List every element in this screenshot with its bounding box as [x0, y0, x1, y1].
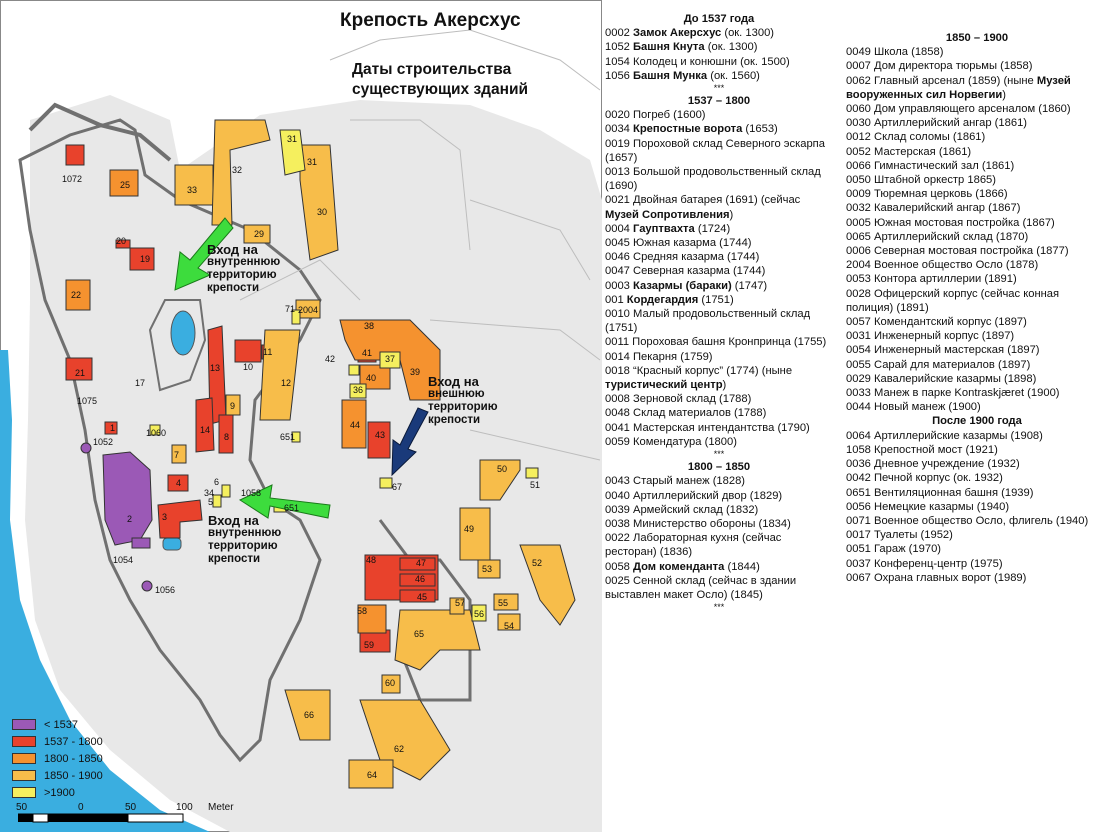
section-heading: 1850 – 1900 [945, 32, 1009, 44]
building-number-label: 34 [204, 488, 215, 498]
building-number-label: 40 [366, 373, 377, 383]
building-number-label: 1054 [113, 555, 134, 565]
section-heading: 1537 – 1800 [687, 95, 751, 108]
legend-swatch [12, 787, 36, 798]
building-entry: 0025 Сенной склад (сейчас в здании выставлен макет Осло) (1845) [605, 574, 797, 601]
building-entry: 0041 Мастерская интендантства (1790) [605, 421, 810, 434]
building-number-label: 25 [120, 180, 131, 190]
legend-item [12, 716, 103, 733]
building-1056 [142, 581, 152, 591]
building-entry: 0054 Инженерный мастерская (1897) [846, 344, 1040, 357]
building-entry: 0034 Крепостные ворота (1653) [605, 123, 778, 136]
legend-label: 1850 - 1900 [44, 769, 103, 782]
building-number-label: 49 [464, 524, 475, 534]
building-number-label: 1075 [77, 396, 98, 406]
building-number-label: 31 [307, 157, 318, 167]
legend-item [12, 784, 103, 801]
building-number-label: 33 [187, 185, 198, 195]
building-entry: 1054 Колодец и конюшни (ок. 1500) [605, 55, 790, 68]
building-number-label: 2 [127, 514, 133, 524]
building-49 [460, 508, 490, 560]
pond-small [163, 538, 181, 550]
legend-item [12, 733, 103, 750]
building-number-label: 51 [530, 480, 541, 490]
building-number-label: 62 [394, 744, 405, 754]
building-number-label: 31 [287, 134, 298, 144]
building-43 [368, 422, 390, 458]
building-entry: 0052 Мастерская (1861) [846, 145, 972, 158]
building-number-label: 651 [284, 503, 300, 513]
building-number-label: 19 [140, 254, 151, 264]
building-number-label: 20 [116, 236, 127, 246]
building-number-label: 36 [353, 385, 364, 395]
building-entry: 0006 Северная мостовая постройка (1877) [846, 245, 1069, 258]
building-number-label: 1 [110, 423, 116, 433]
entrance-line: Вход на [208, 513, 259, 528]
legend-label: < 1537 [44, 718, 78, 731]
building-entry: 0058 Дом коменданта (1844) [605, 560, 760, 573]
section-heading: До 1537 года [683, 13, 755, 25]
building-1052 [81, 443, 91, 453]
building-entry: 0051 Гараж (1970) [846, 543, 942, 556]
entrance-line: территорию [428, 401, 498, 413]
building-entry: 0029 Кавалерийские казармы (1898) [846, 372, 1037, 385]
building-number-label: 3 [162, 512, 168, 522]
building-entry: 1058 Крепостной мост (1921) [846, 443, 998, 456]
building-number-label: 65 [414, 629, 425, 639]
entrance-line: внутреннюю [207, 256, 281, 268]
building-2 [103, 452, 152, 545]
building-number-label: 67 [392, 482, 403, 492]
building-number-label: 60 [385, 678, 396, 688]
building-number-label: 43 [375, 430, 386, 440]
scale-label: 0 [78, 802, 84, 813]
building-entry: 0028 Офицерский корпус (сейчас конная полиция) (1891) [846, 287, 1060, 314]
map-subtitle-line2: существующих зданий [352, 81, 529, 98]
building-number-label: 53 [482, 564, 493, 574]
building-entry: 0014 Пекарня (1759) [605, 350, 713, 363]
building-entry: 1052 Башня Кнута (ок. 1300) [605, 41, 758, 54]
building-number-label: 651 [280, 432, 296, 442]
scale-seg [33, 814, 48, 822]
scale-seg [128, 814, 183, 822]
building-entry: 0037 Конференц-центр (1975) [846, 557, 1003, 570]
building-entry: 0049 Школа (1858) [846, 46, 944, 59]
building-entry: 0050 Штабной оркестр 1865) [846, 174, 996, 187]
building-entry: 0036 Дневное учреждение (1932) [846, 458, 1020, 471]
building-entry: 0009 Тюремная церковь (1866) [846, 188, 1008, 201]
building-entry: 0059 Комендатура (1800) [605, 435, 737, 448]
building-entry: 0021 Двойная батарея (1691) (сейчас Музей Сопротивления) [605, 194, 801, 221]
building-entry: 2004 Военное общество Осло (1878) [846, 259, 1039, 272]
entrance-line: территорию [208, 540, 278, 552]
building-number-label: 66 [304, 710, 315, 720]
building-number-label: 17 [135, 378, 146, 388]
building-1054 [132, 538, 150, 548]
entrance-label-outer [428, 375, 498, 427]
building-entry: 0065 Артиллерийский склад (1870) [846, 230, 1029, 243]
building-number-label: 46 [415, 574, 426, 584]
legend-swatch [12, 736, 36, 747]
building-entry: 0038 Министерство обороны (1834) [605, 517, 791, 530]
building-number-label: 1072 [62, 174, 83, 184]
building-entry: 0032 Кавалерийский ангар (1867) [846, 202, 1021, 215]
building-entry: 0011 Пороховая башня Кронпринца (1755) [605, 336, 827, 349]
building-entry: 0010 Малый продовольственный склад (1751) [605, 308, 811, 335]
building-entry: 0022 Лабораторная кухня (сейчас ресторан) (1836) [605, 532, 782, 559]
building-number-label: 41 [362, 348, 373, 358]
building-number-label: 8 [224, 432, 230, 442]
building-number-label: 59 [364, 640, 375, 650]
building-entry: 0007 Дом директора тюрьмы (1858) [846, 60, 1033, 73]
building-number-label: 22 [71, 290, 82, 300]
scale-bar [18, 814, 183, 822]
building-entry: 0047 Северная казарма (1744) [605, 265, 766, 278]
building-1072 [66, 145, 84, 165]
building-entry: 0048 Склад материалов (1788) [605, 407, 767, 420]
building-entry: 0053 Контора артиллерии (1891) [846, 273, 1017, 286]
building-number-label: 42 [325, 354, 336, 364]
building-entry: 0031 Инженерный корпус (1897) [846, 330, 1015, 343]
building-entry: 0651 Вентиляционная башня (1939) [846, 486, 1034, 499]
building-entry: 0044 Новый манеж (1900) [846, 401, 981, 414]
building-entry: 0066 Гимнастический зал (1861) [846, 159, 1015, 172]
building-entry: 1056 Башня Мунка (ок. 1560) [605, 69, 760, 82]
entrance-line: территорию [207, 269, 277, 281]
building-number-label: 45 [417, 592, 428, 602]
entrance-label-inner-north [207, 243, 280, 295]
section-heading: После 1900 года [932, 415, 1022, 428]
building-number-label: 7 [174, 450, 180, 460]
building-entry: 0018 “Красный корпус” (1774) (ныне туристический центр) [605, 364, 793, 392]
building-entry: 0064 Артиллерийские казармы (1908) [846, 429, 1043, 442]
building-34 [222, 485, 230, 497]
building-entry: 0004 Гауптвахта (1724) [605, 222, 731, 235]
building-number-label: 52 [532, 558, 543, 568]
scale-seg [48, 814, 128, 822]
building-entry: 0002 Замок Акерсхус (ок. 1300) [605, 27, 775, 40]
map-subtitle-line1: Даты строительства [352, 61, 512, 78]
building-number-label: 9 [230, 401, 236, 411]
building-number-label: 5 [208, 497, 214, 507]
building-67 [380, 478, 392, 488]
building-entry: 0033 Манеж в парке Kontraskjæret (1900) [846, 387, 1060, 400]
scale-unit: Meter [208, 802, 234, 813]
section-heading: 1800 – 1850 [687, 461, 751, 474]
entrance-line: Вход на [428, 374, 479, 389]
building-entry: 0046 Средняя казарма (1744) [605, 251, 760, 264]
building-entry: 0039 Армейский склад (1832) [605, 503, 759, 516]
building-entry: 0030 Артиллерийский ангар (1861) [846, 117, 1028, 130]
building-entry: 0017 Туалеты (1952) [846, 529, 953, 542]
scale-label: 50 [125, 802, 137, 813]
building-entry: 001 Кордегардия (1751) [605, 293, 734, 306]
building-number-label: 47 [416, 558, 427, 568]
building-number-label: 13 [210, 363, 221, 373]
building-number-label: 1056 [155, 585, 176, 595]
building-number-label: 54 [504, 621, 515, 631]
entrance-line: внешнюю [428, 388, 485, 400]
building-entry: 0012 Склад соломы (1861) [846, 131, 986, 144]
building-number-label: 50 [497, 464, 508, 474]
building-entry: 0020 Погреб (1600) [605, 109, 706, 122]
map-subtitle [352, 60, 528, 100]
building-number-label: 4 [176, 478, 182, 488]
building-51 [526, 468, 538, 478]
building-number-label: 6 [214, 477, 220, 487]
building-entry: 0071 Военное общество Осло, флигель (1940) [846, 514, 1089, 527]
entrance-line: Вход на [207, 242, 258, 257]
building-entry: 0040 Артиллерийский двор (1829) [605, 489, 783, 502]
entrance-line: крепости [428, 414, 481, 426]
legend-swatch [12, 753, 36, 764]
building-number-label: 57 [455, 598, 466, 608]
building-entry: 0055 Сарай для материалов (1897) [846, 358, 1031, 371]
building-entry: 0013 Большой продовольственный склад (1690) [605, 166, 821, 193]
separator: *** [713, 83, 725, 94]
building-entry: 0056 Немецкие казармы (1940) [846, 500, 1010, 513]
pond [171, 311, 195, 355]
legend-swatch [12, 770, 36, 781]
building-number-label: 39 [410, 367, 421, 377]
legend-label: 1537 - 1800 [44, 735, 103, 748]
building-entry: 0003 Казармы (бараки) (1747) [605, 279, 768, 292]
building-entry: 0060 Дом управляющего арсеналом (1860) [846, 103, 1071, 116]
building-list-column-2 [846, 31, 1108, 585]
building-number-label: 71 [285, 304, 296, 314]
building-entry: 0062 Главный арсенал (1859) (ныне Музей вооруженных сил Норвегии) [846, 74, 1071, 101]
building-number-label: 1052 [93, 437, 114, 447]
entrance-line: крепости [208, 553, 261, 565]
building-number-label: 37 [385, 354, 396, 364]
legend-item [12, 767, 103, 784]
building-entry: 0019 Пороховой склад Северного эскарпа (1657) [605, 137, 825, 164]
building-42 [349, 365, 359, 375]
building-number-label: 21 [75, 368, 86, 378]
building-number-label: 64 [367, 770, 378, 780]
building-number-label: 56 [474, 609, 485, 619]
building-number-label: 44 [350, 420, 361, 430]
building-number-label: 1060 [146, 428, 167, 438]
legend-label: >1900 [44, 786, 75, 799]
building-entry: 0005 Южная мостовая постройка (1867) [846, 216, 1055, 229]
building-number-label: 2004 [298, 305, 319, 315]
scale-seg [18, 814, 33, 822]
building-number-label: 10 [243, 362, 254, 372]
building-number-label: 55 [498, 598, 509, 608]
building-number-label: 38 [364, 321, 375, 331]
building-number-label: 48 [366, 555, 377, 565]
scale-label: 100 [176, 802, 193, 813]
building-number-label: 14 [200, 425, 211, 435]
entrance-line: внутреннюю [208, 527, 282, 539]
building-entry: 0008 Зерновой склад (1788) [605, 393, 752, 406]
separator: *** [713, 602, 725, 613]
building-number-label: 32 [232, 165, 243, 175]
legend-swatch [12, 719, 36, 730]
building-number-label: 30 [317, 207, 328, 217]
building-entry: 0057 Комендантский корпус (1897) [846, 316, 1027, 329]
building-entry: 0067 Охрана главных ворот (1989) [846, 571, 1027, 584]
building-entry: 0042 Печной корпус (ок. 1932) [846, 472, 1003, 485]
building-entry: 0043 Старый манеж (1828) [605, 475, 746, 488]
building-number-label: 1058 [241, 488, 262, 498]
scale-label: 50 [16, 802, 28, 813]
building-10 [235, 340, 261, 362]
legend-label: 1800 - 1850 [44, 752, 103, 765]
building-5 [213, 495, 221, 507]
building-entry: 0045 Южная казарма (1744) [605, 237, 752, 250]
separator: *** [713, 449, 725, 460]
map-legend [12, 716, 103, 801]
entrance-label-inner-west [208, 514, 281, 566]
building-number-label: 58 [357, 606, 368, 616]
building-list-column-1 [605, 12, 833, 613]
building-number-label: 29 [254, 229, 265, 239]
legend-item [12, 750, 103, 767]
entrance-line: крепости [207, 282, 260, 294]
map-title: Крепость Акерсхус [340, 10, 521, 31]
building-number-label: 12 [281, 378, 292, 388]
building-number-label: 11 [263, 347, 273, 357]
